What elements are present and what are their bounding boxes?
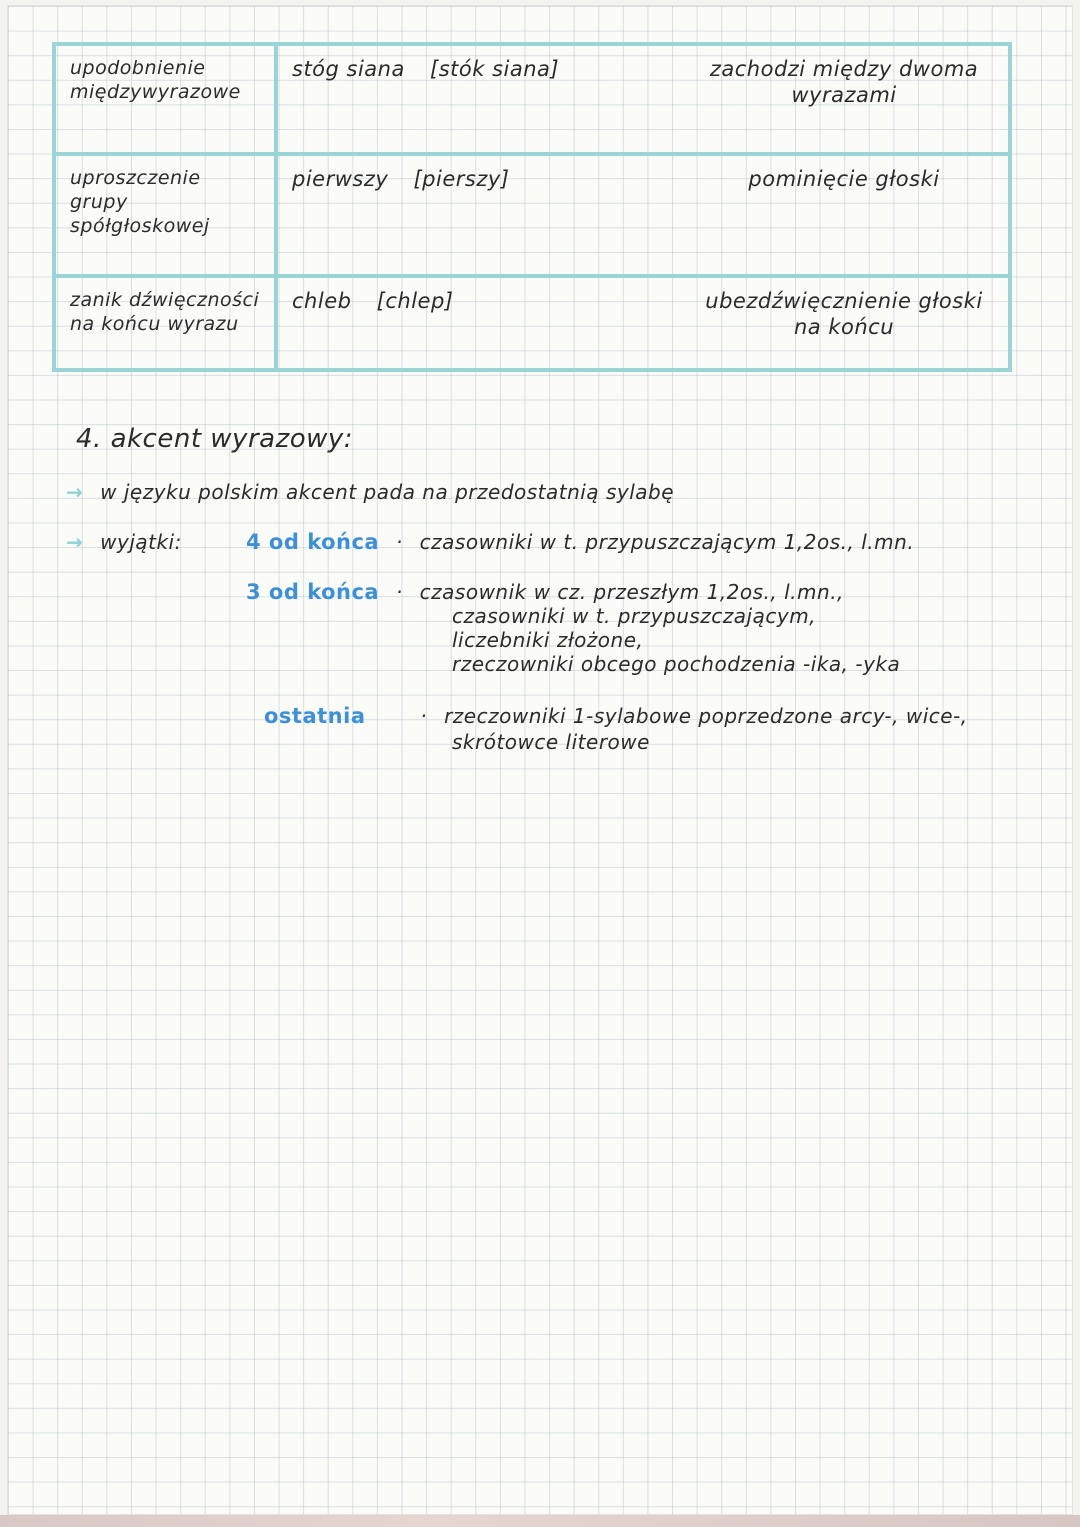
description: zachodzi między dwoma wyrazami: [709, 57, 979, 107]
exception-text: liczebniki złożone,: [452, 628, 644, 652]
term-cell: zanik dźwięczności na końcu wyrazu: [54, 276, 276, 370]
exceptions-label: wyjątki:: [100, 530, 182, 554]
description: ubezdźwięcznienie głoski na końcu: [705, 289, 983, 339]
exception-label: 4 od końca: [246, 530, 380, 554]
arrow-icon: →: [66, 530, 84, 554]
pronunciation: [pierszy]: [413, 167, 510, 191]
exception-text: czasownik w cz. przeszłym 1,2os., l.mn.,: [419, 580, 844, 604]
phonetics-table: [52, 42, 1012, 372]
rule-line: [66, 480, 674, 504]
pronunciation: [stók siana]: [430, 57, 560, 81]
description: pominięcie głoski: [748, 167, 940, 191]
arrow-icon: →: [66, 480, 84, 504]
exceptions-line: [66, 530, 182, 554]
table-row: [54, 44, 1010, 154]
term-cell: uproszczenie grupy spółgłoskowej: [54, 154, 276, 276]
exception-item: 3 od końca · czasownik w cz. przeszłym 1,2os., l.mn.,: [246, 580, 844, 604]
table-row: [54, 154, 1010, 276]
example-cell: [276, 276, 1010, 370]
example-word: pierwszy: [292, 167, 389, 191]
example-cell: [276, 154, 1010, 276]
example-cell: [276, 44, 1010, 154]
exception-text: rzeczowniki obcego pochodzenia -ika, -yka: [452, 652, 901, 676]
exception-label: 3 od końca: [246, 580, 380, 604]
example-word: stóg siana: [292, 57, 405, 81]
exception-text: czasowniki w t. przypuszczającym 1,2os., l.mn.: [419, 530, 915, 554]
exception-text: czasowniki w t. przypuszczającym,: [452, 604, 817, 628]
table-row: [54, 276, 1010, 370]
rule-text: w języku polskim akcent pada na przedostatnią sylabę: [100, 480, 675, 504]
background-strip: [0, 1515, 1080, 1527]
section-heading: 4. akcent wyrazowy:: [76, 424, 354, 454]
exception-label: ostatnia: [264, 704, 366, 728]
pronunciation: [chlep]: [376, 289, 454, 313]
exception-item: 4 od końca · czasowniki w t. przypuszczającym 1,2os., l.mn.: [246, 530, 915, 554]
exception-item: ostatnia · rzeczowniki 1-sylabowe poprzedzone arcy-, wice-,: [264, 704, 968, 728]
term-cell: upodobnienie międzywyrazowe: [54, 44, 276, 154]
exception-text: rzeczowniki 1-sylabowe poprzedzone arcy-, wice-,: [444, 704, 968, 728]
exception-text: skrótowce literowe: [452, 730, 650, 754]
example-word: chleb: [292, 289, 352, 313]
